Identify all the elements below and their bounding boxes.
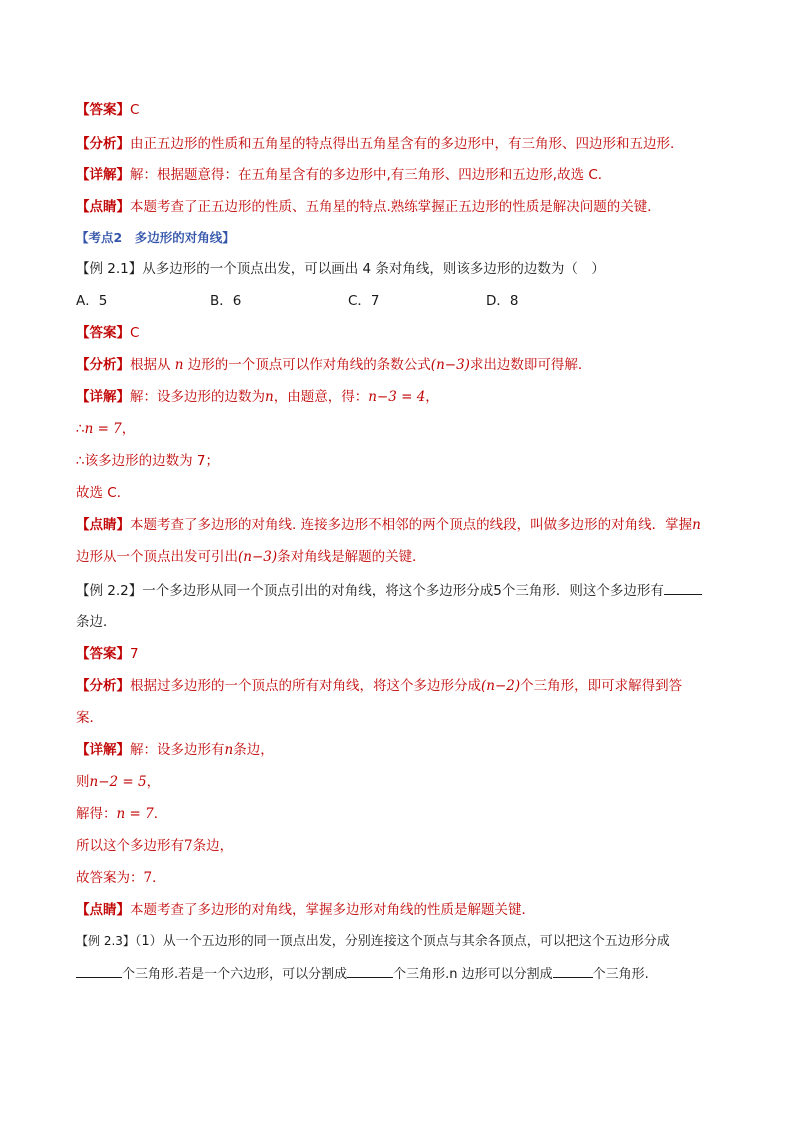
comment-tag: 【点睛】 [76,199,130,215]
ex21-question [76,259,605,279]
ex22-question [76,580,702,601]
detail-text-b: 条边， [233,742,274,758]
ex21-question-text: 从多边形的一个顶点出发，可以画出 4 条对角线，则该多边形的边数为（ ） [142,261,605,277]
ex22-step1 [76,772,160,792]
question-text-c: 条边． [76,614,117,630]
step-prefix: 则 [76,774,90,790]
ex23-part: （1） [134,934,163,949]
ex21-step3: 故选 C． [76,485,131,501]
formula: (n−3) [238,549,278,565]
ex22-step4 [76,868,166,888]
step-suffix: ， [121,421,136,437]
ex21-label: 【例 2.1】 [76,261,143,277]
comment-text: 本题考查了正五边形的性质、五角星的特点.熟练掌握正五边形的性质是解决问题的关键． [130,199,661,215]
answer-value: C [130,325,140,341]
step-prefix: 解得： [76,806,117,822]
analysis-text-b: 个三角形，即可求解得到答 [520,678,683,694]
answer-tag: 【答案】 [76,325,130,341]
comment-line [76,197,661,217]
answer-blank-2[interactable] [347,963,393,978]
question-num: 5 [493,583,502,599]
question-text-a: 一个多边形从同一个顶点引出的对角线，将这个多边形分成 [142,583,494,599]
section-title-text: 【考点2 多边形的对角线】 [76,230,235,245]
question-text-c: 个三角形.n 边形可以分割成 [393,967,553,982]
analysis-text-a: 根据从 [130,357,175,373]
ex23-question-line-2 [76,963,649,985]
step-text-a: 所以这个多边形有 [76,838,184,854]
equation: n−3 = 4 [368,389,426,405]
detail-text-a: 解：设多边形有 [130,742,225,758]
answer-value: 7 [130,646,139,662]
answer-value: C [130,102,140,118]
answer-blank[interactable] [664,580,702,595]
ex21-comment-line-2 [76,547,426,567]
question-text-b: 个三角形．则这个多边形有 [501,583,664,599]
answer-tag: 【答案】 [76,102,130,118]
step-num: 7 [143,870,153,886]
step-text-b: 条边， [192,838,234,854]
detail-tag: 【详解】 [76,167,130,183]
answer-blank-3[interactable] [553,963,593,978]
comment-text-c: 条对角线是解题的关键． [277,549,426,565]
comment-text: 本题考查了多边形的对角线，掌握多边形对角线的性质是解题关键． [130,902,535,918]
detail-text-c: ， [425,389,439,405]
question-text-d: 个三角形. [592,967,649,982]
answer-blank-1[interactable] [76,963,122,978]
formula: (n−2) [481,678,521,694]
ex22-step2 [76,804,167,824]
analysis-text-b: 边形的一个顶点可以作对角线的条数公式 [183,357,431,373]
ex22-step3 [76,836,233,856]
analysis-tag: 【分析】 [76,678,130,694]
question-text-b: 个三角形.若是一个六边形，可以分割成 [122,967,348,982]
analysis-text-a: 根据过多边形的一个顶点的所有对角线，将这个多边形分成 [130,678,481,694]
ex22-label: 【例 2.2】 [76,583,143,599]
detail-tag: 【详解】 [76,389,130,405]
equation: n−2 = 5 [89,774,147,790]
step-text-b: ． [152,870,166,886]
ex23-question [76,931,670,952]
formula: (n−3) [430,357,470,373]
ex22-answer-line [76,644,139,664]
ex21-comment-line [76,515,701,535]
analysis-text: 由正五边形的性质和五角星的特点得出五角星含有的多边形中，有三角形、四边形和五边形. [130,136,675,152]
variable-n: n [265,389,274,405]
ex22-detail-line [76,740,274,760]
option-c: C．7 [348,293,380,309]
analysis-tag: 【分析】 [76,136,130,152]
ex21-analysis-line [76,355,591,375]
equation: n = 7 [84,421,122,437]
ex21-step1 [76,419,135,439]
section-title [76,228,235,248]
comment-text-a: 本题考查了多边形的对角线. 连接多边形不相邻的两个顶点的线段，叫做多边形的对角线．掌握 [130,517,693,533]
option-d: D．8 [486,293,519,309]
therefore-sign: ∴ [76,421,85,437]
equation: n = 7 [116,806,154,822]
ex22-analysis-line [76,676,682,696]
variable-n: n [224,742,234,758]
analysis-line [76,134,674,154]
step-suffix: ， [146,774,161,790]
question-text-a: 从一个五边形的同一顶点出发，分别连接这个顶点与其余各顶点，可以把这个五边形分成 [162,934,670,949]
detail-text-b: ，由题意，得： [273,389,369,405]
analysis-text-c: 求出边数即可得解． [469,357,592,373]
ex22-question-line-2 [76,612,117,632]
answer-tag: 【答案】 [76,646,130,662]
ex22-comment-line [76,900,535,920]
ex21-answer-line [76,323,139,343]
detail-text: 解：根据题意得：在五角星含有的多边形中,有三角形、四边形和五边形,故选 C． [130,167,612,183]
detail-text-a: 解：设多边形的边数为 [130,389,265,405]
analysis-tag: 【分析】 [76,357,130,373]
detail-line [76,165,611,185]
ex23-label: 【例 2.3】 [76,934,135,948]
detail-tag: 【详解】 [76,742,130,758]
ex22-analysis-line-2: 案． [76,710,103,726]
variable-n: n [692,517,701,533]
answer-line [76,100,139,120]
step-suffix: ． [153,806,168,822]
ex21-step2: ∴该多边形的边数为 7； [76,453,219,469]
step-text-a: 故答案为： [76,870,144,886]
option-b: B．6 [210,293,242,309]
comment-tag: 【点睛】 [76,517,130,533]
variable-n: n [174,357,184,373]
option-a: A．5 [76,293,108,309]
comment-text-b: 边形从一个顶点出发可引出 [76,549,238,565]
comment-tag: 【点睛】 [76,902,130,918]
step-num: 7 [184,838,193,854]
ex21-detail-line [76,387,439,407]
